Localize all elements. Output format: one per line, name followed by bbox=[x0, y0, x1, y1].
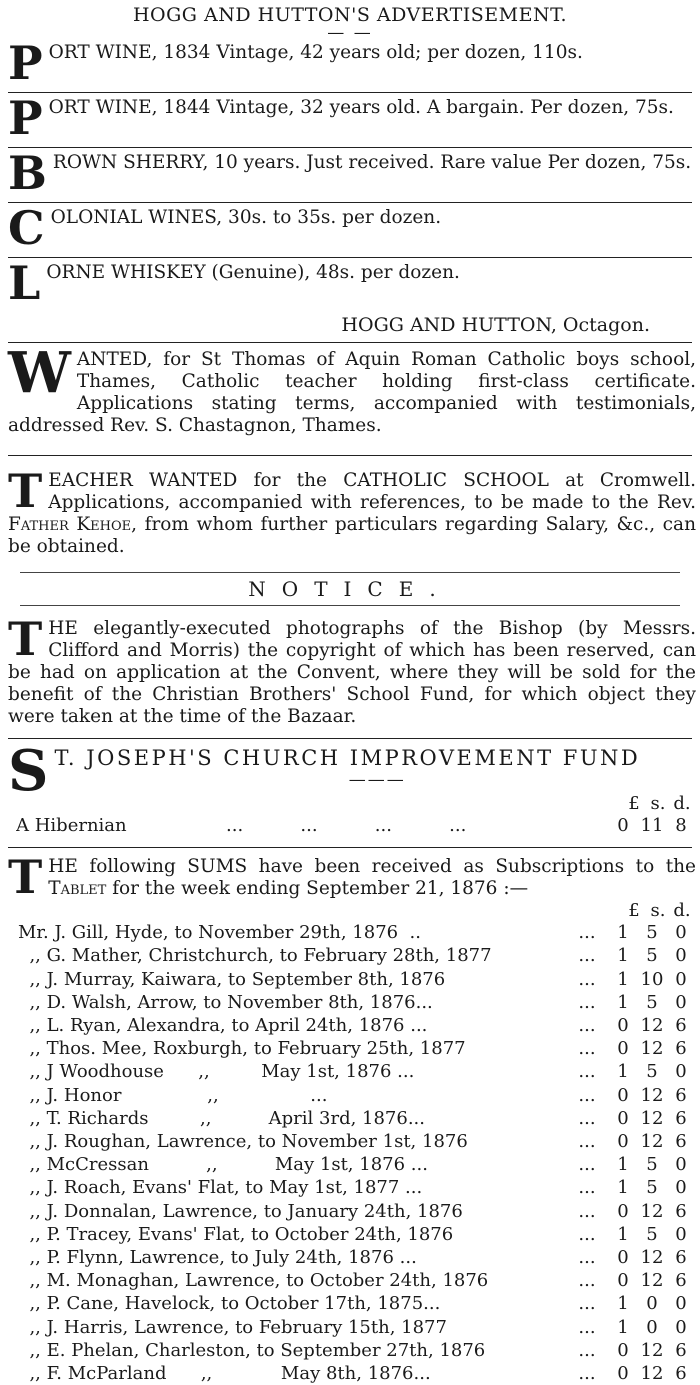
subscriber-name: ,, P. Cane, Havelock, to October 17th, 1875... bbox=[18, 1293, 441, 1315]
subs-text-a: HE following SUMS have been received as Subscriptions to the bbox=[48, 856, 696, 878]
subscriber-name: ,, J. Murray, Kaiwara, to September 8th, 1876 bbox=[18, 968, 446, 990]
pounds: 0 bbox=[617, 1084, 629, 1106]
leader-dots: ... bbox=[578, 1177, 596, 1199]
wanted-ad bbox=[0, 340, 700, 437]
subscriber-name: ,, Thos. Mee, Roxburgh, to February 25th, 1877 bbox=[18, 1038, 466, 1060]
drop-cap: B bbox=[8, 146, 47, 200]
pence: 6 bbox=[675, 1084, 687, 1106]
pounds: 1 bbox=[617, 1223, 629, 1245]
pence: 0 bbox=[675, 1223, 687, 1245]
leader-dots: ... bbox=[578, 922, 596, 944]
wine-ad bbox=[0, 201, 700, 255]
subscriptions-list bbox=[0, 921, 700, 1385]
notice-text: HE elegantly-executed photographs of the Bishop (by Messrs. Clifford and Morris) the copyright of which has been reserved, can be had on application at the Convent, where they will be sold for the benefit of the Christian Brothers' School Fund, for which object they were taken at the time of the Bazaar. bbox=[8, 618, 696, 727]
subscriber-name: ,, E. Phelan, Charleston, to September 27th, 1876 bbox=[18, 1339, 486, 1361]
subscription-row bbox=[0, 1292, 700, 1315]
drop-cap: T bbox=[8, 612, 43, 666]
amount bbox=[610, 1316, 700, 1339]
pounds: 0 bbox=[617, 1107, 629, 1129]
wine-ad bbox=[0, 256, 700, 310]
notice-title: NOTICE. bbox=[248, 577, 452, 601]
wine-ad bbox=[0, 36, 700, 90]
subscription-row bbox=[0, 968, 700, 991]
pounds: 0 bbox=[617, 1363, 629, 1385]
subscriber-name: ,, J. Donnalan, Lawrence, to January 24th, 1876 bbox=[18, 1200, 463, 1222]
subscriber-name: ,, M. Monaghan, Lawrence, to October 24th, 1876 bbox=[18, 1270, 489, 1292]
divider bbox=[8, 257, 692, 258]
drop-cap: T bbox=[8, 850, 43, 905]
subscription-row bbox=[0, 1362, 700, 1385]
amount bbox=[610, 1176, 700, 1199]
leader-dots: ... bbox=[578, 1339, 596, 1361]
pence: 0 bbox=[675, 968, 687, 990]
wine-ad-text: ROWN SHERRY, 10 years. Just received. Rare value Per dozen, 75s. bbox=[52, 152, 692, 173]
divider bbox=[8, 202, 692, 203]
pence: 0 bbox=[675, 1177, 687, 1199]
amount bbox=[610, 944, 700, 967]
shillings: 12 bbox=[640, 1363, 664, 1385]
leader-dots: ... bbox=[578, 1107, 596, 1129]
shillings: 12 bbox=[640, 1038, 664, 1060]
drop-cap: S bbox=[8, 738, 49, 804]
wine-ad-text: ORNE WHISKEY (Genuine), 48s. per dozen. bbox=[46, 262, 460, 283]
pounds: 1 bbox=[617, 1316, 629, 1338]
leader-dots: ... bbox=[578, 1131, 596, 1153]
pounds: 1 bbox=[617, 945, 629, 967]
leader-dots: ... bbox=[578, 1223, 596, 1245]
shillings: 5 bbox=[646, 991, 658, 1013]
amount bbox=[610, 1084, 700, 1107]
leader-dots: ... bbox=[578, 1038, 596, 1060]
wine-ad-text: ORT WINE, 1844 Vintage, 32 years old. A bargain. Per dozen, 75s. bbox=[48, 97, 674, 118]
leader-dots: ... bbox=[578, 1247, 596, 1269]
col-pence: d. bbox=[673, 900, 691, 922]
amount bbox=[610, 1037, 700, 1060]
shillings: 10 bbox=[640, 968, 664, 990]
subscription-row bbox=[0, 1107, 700, 1130]
pence: 0 bbox=[675, 991, 687, 1013]
leader-dots: ... bbox=[578, 1316, 596, 1338]
pence: 0 bbox=[675, 1154, 687, 1176]
pence: 0 bbox=[675, 1316, 687, 1338]
header-title: HOGG AND HUTTON'S ADVERTISEMENT. bbox=[132, 4, 568, 26]
shillings: 12 bbox=[640, 1270, 664, 1292]
fund-entry-amount bbox=[610, 814, 700, 837]
header-dash: — — bbox=[327, 23, 373, 43]
col-pounds: £ bbox=[628, 900, 640, 922]
subscription-row bbox=[0, 1316, 700, 1339]
amount bbox=[610, 1107, 700, 1130]
subscriber-name: ,, T. Richards ,, April 3rd, 1876... bbox=[18, 1107, 426, 1129]
fund-column-headers bbox=[0, 793, 700, 814]
leader-dots: ... bbox=[578, 1293, 596, 1315]
subs-text-b: for the week ending September 21, 1876 :— bbox=[106, 878, 529, 900]
fund-entry-name: A Hibernian bbox=[16, 815, 127, 836]
drop-cap: L bbox=[8, 256, 41, 310]
pence: 6 bbox=[675, 1339, 687, 1361]
wine-ad bbox=[0, 146, 700, 200]
subs-column-headers bbox=[0, 900, 700, 921]
leader-dots: ... bbox=[578, 1084, 596, 1106]
pence: 6 bbox=[675, 1131, 687, 1153]
pence: 6 bbox=[675, 1015, 687, 1037]
fund-section bbox=[0, 738, 700, 804]
pence: 6 bbox=[675, 1363, 687, 1385]
shillings: 5 bbox=[646, 1177, 658, 1199]
subscription-row bbox=[0, 1153, 700, 1176]
subscriber-name: ,, J. Honor ,, ... bbox=[18, 1084, 328, 1106]
pounds: 0 bbox=[617, 1270, 629, 1292]
shillings: 12 bbox=[640, 1107, 664, 1129]
subscriber-name: ,, J Woodhouse ,, May 1st, 1876 ... bbox=[18, 1061, 415, 1083]
amount bbox=[610, 991, 700, 1014]
subscription-row bbox=[0, 1269, 700, 1292]
pence: 0 bbox=[675, 1061, 687, 1083]
shillings: 5 bbox=[646, 945, 658, 967]
divider bbox=[8, 847, 692, 848]
pounds: 1 bbox=[617, 1061, 629, 1083]
pounds: 0 bbox=[617, 1200, 629, 1222]
col-shillings: s. bbox=[650, 900, 666, 922]
pence: 6 bbox=[675, 1247, 687, 1269]
leader-dots: ... bbox=[578, 1363, 596, 1385]
leader-dots: ... bbox=[578, 1154, 596, 1176]
shillings: 12 bbox=[640, 1015, 664, 1037]
shillings: 5 bbox=[646, 1154, 658, 1176]
teacher-ad bbox=[0, 464, 700, 558]
fund-entry bbox=[0, 814, 700, 837]
subscription-row bbox=[0, 1084, 700, 1107]
amount bbox=[610, 1339, 700, 1362]
pounds: 1 bbox=[617, 991, 629, 1013]
pounds: 0 bbox=[617, 1015, 629, 1037]
teacher-ad-text-a: EACHER WANTED for the CATHOLIC SCHOOL at Cromwell. Applications, accompanied with references, to be made to the Rev. bbox=[48, 470, 696, 513]
drop-cap: P bbox=[8, 36, 43, 90]
subscriber-name: ,, F. McParland ,, May 8th, 1876... bbox=[18, 1363, 431, 1385]
amount bbox=[610, 1246, 700, 1269]
subscription-row bbox=[0, 1246, 700, 1269]
pence: 6 bbox=[675, 1200, 687, 1222]
amount bbox=[610, 1362, 700, 1385]
pence: 6 bbox=[675, 1107, 687, 1129]
subscriber-name: ,, P. Flynn, Lawrence, to July 24th, 1876 ... bbox=[18, 1247, 417, 1269]
wine-ad-text: OLONIAL WINES, 30s. to 35s. per dozen. bbox=[50, 207, 442, 228]
shillings: 12 bbox=[640, 1131, 664, 1153]
amount bbox=[610, 968, 700, 991]
pounds: 1 bbox=[617, 968, 629, 990]
subscription-row bbox=[0, 1060, 700, 1083]
subscription-row bbox=[0, 1037, 700, 1060]
leader-dots: ... bbox=[578, 968, 596, 990]
pence: 0 bbox=[675, 945, 687, 967]
shillings: 12 bbox=[640, 1339, 664, 1361]
subscriber-name: ,, J. Roughan, Lawrence, to November 1st, 1876 bbox=[18, 1131, 468, 1153]
shillings: 0 bbox=[646, 1316, 658, 1338]
amount bbox=[610, 1014, 700, 1037]
subscriber-name: ,, J. Harris, Lawrence, to February 15th, 1877 bbox=[18, 1316, 447, 1338]
divider bbox=[8, 738, 692, 739]
shillings: 0 bbox=[646, 1293, 658, 1315]
leader-dots: ... bbox=[578, 1061, 596, 1083]
amount bbox=[610, 1269, 700, 1292]
subscription-row bbox=[0, 1130, 700, 1153]
col-shillings: s. bbox=[650, 793, 666, 814]
teacher-ad-text-b: , from whom further particulars regarding Salary, &c., can be obtained. bbox=[8, 514, 696, 557]
pounds: 0 bbox=[617, 1131, 629, 1153]
amount bbox=[610, 1060, 700, 1083]
divider bbox=[20, 572, 680, 573]
divider bbox=[8, 455, 692, 456]
pence: 6 bbox=[675, 1038, 687, 1060]
pounds: 1 bbox=[617, 1154, 629, 1176]
drop-cap: T bbox=[8, 464, 43, 518]
pence: 8 bbox=[675, 815, 687, 836]
subscription-row bbox=[0, 1176, 700, 1199]
leader-dots: ... bbox=[578, 1200, 596, 1222]
subscriber-name: ,, G. Mather, Christchurch, to February 28th, 1877 bbox=[18, 945, 492, 967]
pounds: 1 bbox=[617, 922, 629, 944]
shillings: 5 bbox=[646, 922, 658, 944]
shillings: 12 bbox=[640, 1084, 664, 1106]
subscription-row bbox=[0, 1223, 700, 1246]
subscription-row bbox=[0, 921, 700, 944]
fund-title: T. JOSEPH'S CHURCH IMPROVEMENT FUND bbox=[54, 746, 641, 770]
drop-cap: P bbox=[8, 91, 43, 145]
wanted-ad-text: ANTED, for St Thomas of Aquin Roman Catholic boys school, Thames, Catholic teacher holding first-class certificate. Applications stating terms, accompanied with testimonials, addressed Rev. S. Chastagnon, Thames. bbox=[8, 349, 696, 436]
shillings: 12 bbox=[640, 1247, 664, 1269]
pence: 6 bbox=[675, 1270, 687, 1292]
shillings: 12 bbox=[640, 1200, 664, 1222]
pounds: 0 bbox=[617, 1247, 629, 1269]
pounds: 0 bbox=[617, 1038, 629, 1060]
col-pence: d. bbox=[673, 793, 691, 814]
fund-entry-dots: ... ... ... ... bbox=[226, 815, 467, 836]
amount bbox=[610, 1292, 700, 1315]
amount bbox=[610, 1130, 700, 1153]
shillings: 5 bbox=[646, 1061, 658, 1083]
amount bbox=[610, 1200, 700, 1223]
shillings: 11 bbox=[640, 815, 664, 836]
pounds: 1 bbox=[617, 1177, 629, 1199]
divider bbox=[8, 92, 692, 93]
subscription-row bbox=[0, 1339, 700, 1362]
pence: 0 bbox=[675, 922, 687, 944]
teacher-ad-name: Father Kehoe bbox=[8, 514, 132, 535]
subscriber-name: Mr. J. Gill, Hyde, to November 29th, 1876 .. bbox=[18, 922, 421, 944]
drop-cap: C bbox=[8, 201, 45, 255]
subscriber-name: ,, L. Ryan, Alexandra, to April 24th, 1876 ... bbox=[18, 1015, 428, 1037]
leader-dots: ... bbox=[578, 1270, 596, 1292]
subscriber-name: ,, P. Tracey, Evans' Flat, to October 24th, 1876 bbox=[18, 1223, 454, 1245]
col-pounds: £ bbox=[628, 793, 640, 814]
fund-dash: ——— bbox=[348, 770, 406, 790]
subscription-row bbox=[0, 1014, 700, 1037]
divider bbox=[8, 147, 692, 148]
pounds: 0 bbox=[617, 815, 629, 836]
subs-tablet: Tablet bbox=[48, 878, 107, 900]
subscriber-name: ,, McCressan ,, May 1st, 1876 ... bbox=[18, 1154, 428, 1176]
leader-dots: ... bbox=[578, 945, 596, 967]
amount bbox=[610, 921, 700, 944]
amount bbox=[610, 1223, 700, 1246]
pence: 0 bbox=[675, 1293, 687, 1315]
drop-cap: W bbox=[8, 340, 71, 406]
wine-ad bbox=[0, 91, 700, 145]
subscription-row bbox=[0, 1200, 700, 1223]
divider bbox=[20, 605, 680, 606]
leader-dots: ... bbox=[578, 1015, 596, 1037]
leader-dots: ... bbox=[578, 991, 596, 1013]
subscription-row bbox=[0, 944, 700, 967]
subscription-row bbox=[0, 991, 700, 1014]
amount bbox=[610, 1153, 700, 1176]
signature: HOGG AND HUTTON, Octagon. bbox=[341, 314, 650, 336]
subs-intro bbox=[0, 850, 700, 905]
wine-ad-text: ORT WINE, 1834 Vintage, 42 years old; per dozen, 110s. bbox=[48, 42, 583, 63]
pounds: 0 bbox=[617, 1339, 629, 1361]
shillings: 5 bbox=[646, 1223, 658, 1245]
subscriber-name: ,, D. Walsh, Arrow, to November 8th, 1876... bbox=[18, 991, 433, 1013]
notice-ad bbox=[0, 612, 700, 728]
wine-ads bbox=[0, 36, 700, 310]
divider bbox=[8, 342, 692, 343]
pounds: 1 bbox=[617, 1293, 629, 1315]
subscriber-name: ,, J. Roach, Evans' Flat, to May 1st, 1877 ... bbox=[18, 1177, 423, 1199]
